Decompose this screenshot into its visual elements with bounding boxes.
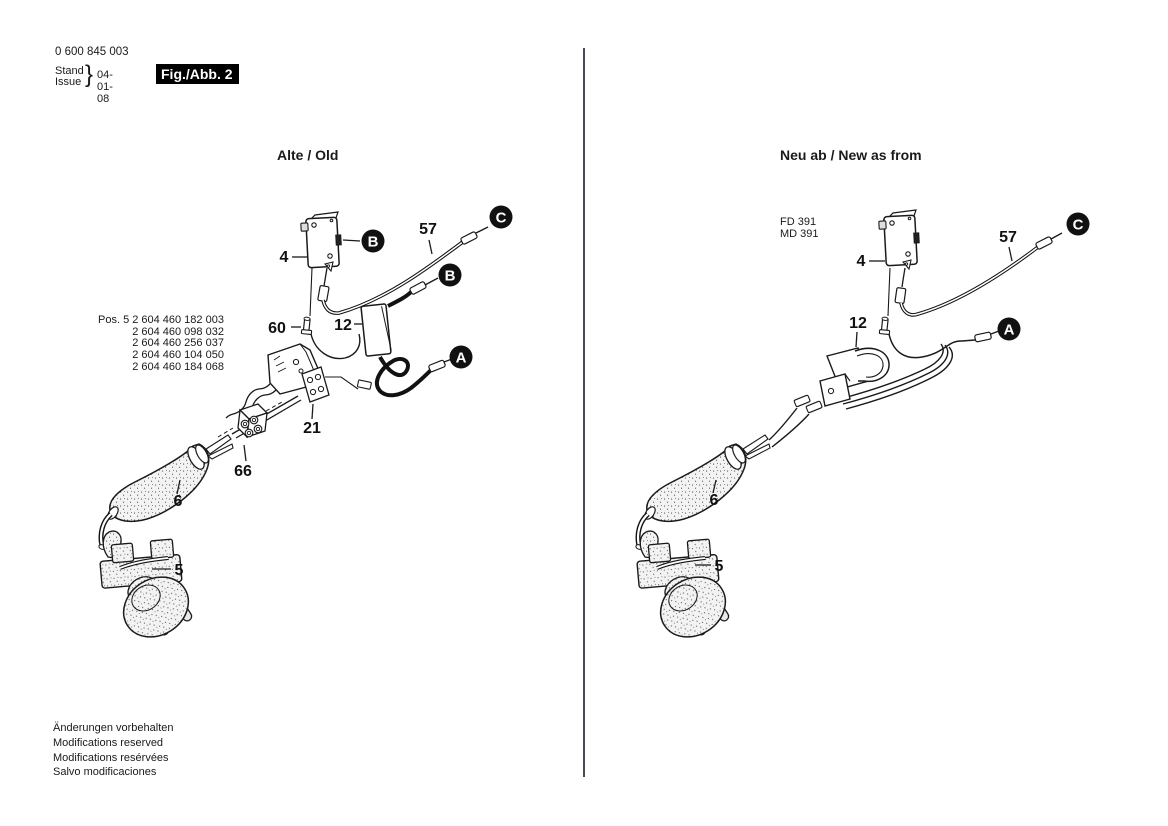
new-plug-part [637,531,737,649]
footer-line-es: Salvo modificaciones [53,766,157,779]
part-label-57: 57 [419,221,437,238]
new-spade-terminals [769,395,822,447]
old-panel-artwork [98,206,512,650]
new-microswitch-part [879,210,919,269]
connector-marker-b-cable [439,264,462,287]
old-terminal-block-part [238,404,267,437]
issue-label: Issue [55,76,82,88]
part-label-66: 66 [234,463,252,480]
new-panel-title: Neu ab / New as from [780,147,922,163]
pos-list-item: 2 604 460 256 037 [132,337,224,350]
pos-list-item: 2 604 460 098 032 [132,325,224,338]
part-label-4: 4 [279,249,289,266]
connector-marker-c [490,206,513,229]
svg-text:C: C [1072,216,1084,234]
old-microswitch-part [301,212,341,271]
old-suppressor-part [361,304,391,356]
footer-line-de: Änderungen vorbehalten [53,722,174,734]
connector-marker-b-switch [362,230,385,253]
new-panel-artwork [635,210,1089,649]
pos-list-item: 2 604 460 104 050 [132,349,224,362]
new-lead-a [889,331,999,358]
part-label-6: 6 [173,493,183,510]
old-brush-plate-part [268,344,329,402]
svg-text:A: A [455,349,467,367]
disclaimer-block [53,721,173,780]
svg-text:A: A [1003,321,1015,339]
order-number: 0 600 845 003 [55,46,129,58]
pos-list-numbers [132,315,224,374]
svg-text:B: B [367,233,379,251]
panel-divider [583,48,585,777]
connector-marker-c [1067,213,1090,236]
part-label-21: 21 [303,420,321,437]
old-pin-wire [311,334,360,359]
part-label-60: 60 [268,320,286,337]
stand-label: Stand [55,65,84,77]
svg-text:C: C [495,209,507,227]
revision-date: 04-01-08 [97,69,113,105]
old-capacitor-lead-a [377,357,452,395]
part-label-4: 4 [856,253,866,270]
figure-badge: Fig./Abb. 2 [156,64,239,84]
connector-marker-a [450,346,473,369]
part-label-6: 6 [709,492,719,509]
connector-marker-a [998,318,1021,341]
model-code-fd: FD 391 [780,216,817,228]
old-plug-part [100,531,200,649]
part-label-12: 12 [849,315,867,332]
revision-brace: } [85,61,94,88]
pos-list-prefix: Pos. 5 [98,314,130,326]
old-capacitor-lead-b [388,278,438,306]
model-codes [780,217,819,240]
pos-list-item: 2 604 460 182 003 [132,314,224,326]
new-cable-57 [895,233,1062,315]
footer-line-en: Modifications reserved [53,736,164,749]
model-code-md: MD 391 [780,227,819,240]
part-label-5: 5 [714,558,724,575]
pos-5-variants-list [98,315,224,374]
part-label-5: 5 [174,562,184,579]
new-pin-part [879,317,889,335]
svg-text:B: B [444,267,456,285]
pos-list-item: 2 604 460 184 068 [132,360,224,373]
new-suppressor-bracket-part [820,348,889,406]
old-panel-title: Alte / Old [277,147,339,163]
part-label-12: 12 [334,317,352,334]
footer-line-fr: Modifications resérvées [53,751,169,764]
old-pin-part [301,317,311,335]
part-label-57: 57 [999,229,1017,246]
